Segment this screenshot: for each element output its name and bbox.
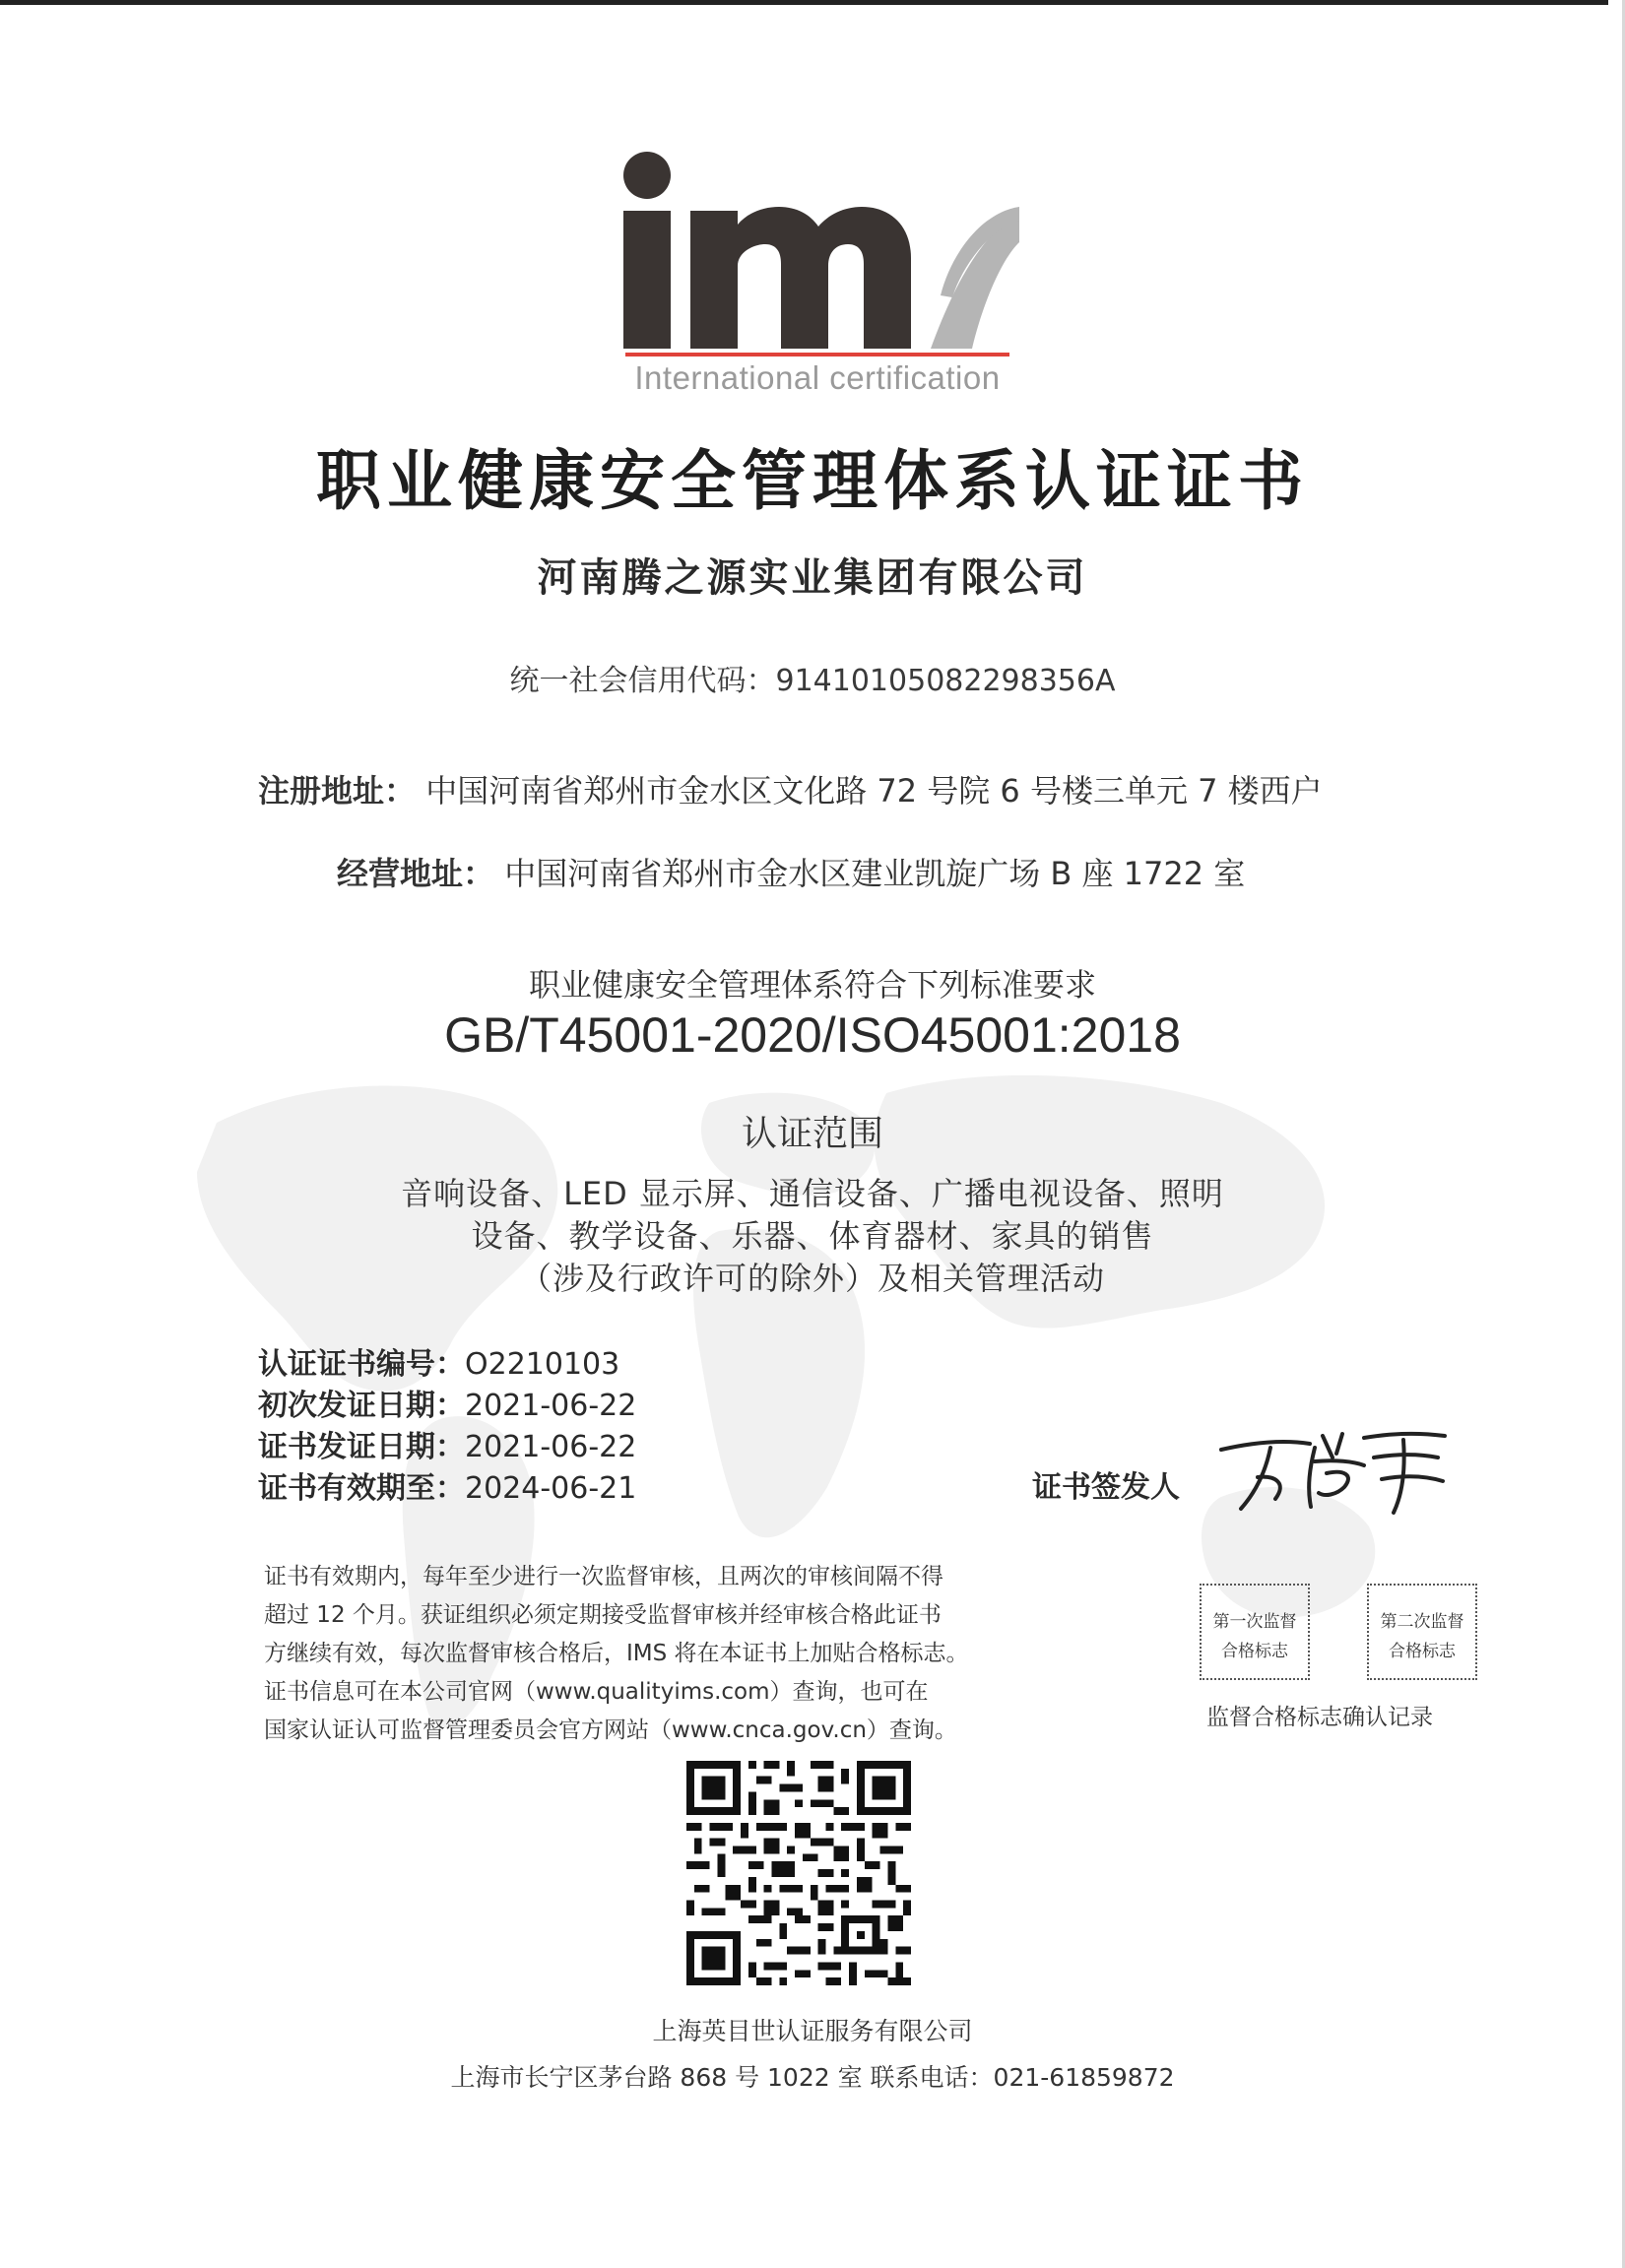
registered-address-value: 中国河南省郑州市金水区文化路 72 号院 6 号楼三单元 7 楼西户 [425,772,1323,810]
stamp-box-line: 第二次监督 [1380,1612,1464,1632]
scope-line: （涉及行政许可的除外）及相关管理活动 [519,1260,1105,1297]
valid-until-row [258,1463,636,1507]
notice-line: 证书有效期内，每年至少进行一次监督审核，且两次的审核间隔不得 [264,1564,943,1589]
notice-line: 超过 12 个月。获证组织必须定期接受监督审核并经审核合格此证书 [264,1602,942,1628]
notice-text [264,1558,1052,1750]
valid-until-value: 2024-06-21 [465,1471,637,1506]
cert-number-value: O2210103 [465,1347,620,1382]
ims-wordmark [616,148,1019,355]
signer-label: 证书签发人 [1032,1470,1180,1505]
first-issue-row [258,1381,636,1424]
credit-code-label: 统一社会信用代码： [509,664,776,698]
first-issue-value: 2021-06-22 [465,1389,637,1423]
stamp-caption: 监督合格标志确认记录 [1206,1705,1433,1730]
credit-code-value: 91410105082298356A [775,664,1116,698]
notice-line: 方继续有效，每次监督审核合格后，IMS 将在本证书上加贴合格标志。 [264,1641,969,1666]
notice-line: 证书信息可在本公司官网（www.qualityims.com）查询，也可在 [264,1679,929,1705]
issue-date-row [258,1422,636,1465]
scope-line: 音响设备、LED 显示屏、通信设备、广播电视设备、照明 [401,1175,1224,1212]
first-issue-label: 初次发证日期： [258,1389,465,1423]
supervision-stamp-box-2 [1367,1584,1477,1680]
top-border [0,0,1608,5]
business-address-value: 中国河南省郑州市金水区建业凯旋广场 B 座 1722 室 [504,855,1246,892]
scope-line: 设备、教学设备、乐器、体育器材、家具的销售 [471,1217,1154,1255]
logo-red-rule [625,353,1009,356]
business-address-row [337,849,1245,894]
registered-address-label: 注册地址： [258,772,417,810]
stamp-box-line: 合格标志 [1389,1642,1456,1661]
issuer-organization: 上海英目世认证服务有限公司 [652,2017,973,2045]
qr-code[interactable] [686,1761,911,1985]
issue-date-value: 2021-06-22 [465,1430,637,1464]
cert-number-label: 认证证书编号： [258,1347,465,1382]
standard-code: GB/T45001-2020/ISO45001:2018 [444,1007,1181,1063]
company-name: 河南腾之源实业集团有限公司 [537,555,1088,601]
registered-address-row [258,766,1323,811]
handwritten-signature [1216,1418,1453,1517]
standard-intro: 职业健康安全管理体系符合下列标准要求 [528,966,1096,1004]
cert-number-row [258,1339,619,1383]
valid-until-label: 证书有效期至： [258,1471,465,1506]
supervision-stamp-box-1 [1200,1584,1310,1680]
notice-line: 国家认证认可监督管理委员会官方网站（www.cnca.gov.cn）查询。 [264,1717,957,1743]
scope-title: 认证范围 [741,1114,883,1154]
credit-code-line [0,656,1625,699]
ims-logo [616,148,1019,404]
stamp-box-line: 第一次监督 [1212,1612,1297,1632]
stamp-box-line: 合格标志 [1221,1642,1288,1661]
business-address-label: 经营地址： [337,855,495,892]
certificate-title: 职业健康安全管理体系认证证书 [316,443,1309,519]
issue-date-label: 证书发证日期： [258,1430,465,1464]
logo-subtitle: International certification [634,359,1001,396]
issuer-address-contact: 上海市长宁区茅台路 868 号 1022 室 联系电话：021-61859872 [450,2063,1175,2092]
